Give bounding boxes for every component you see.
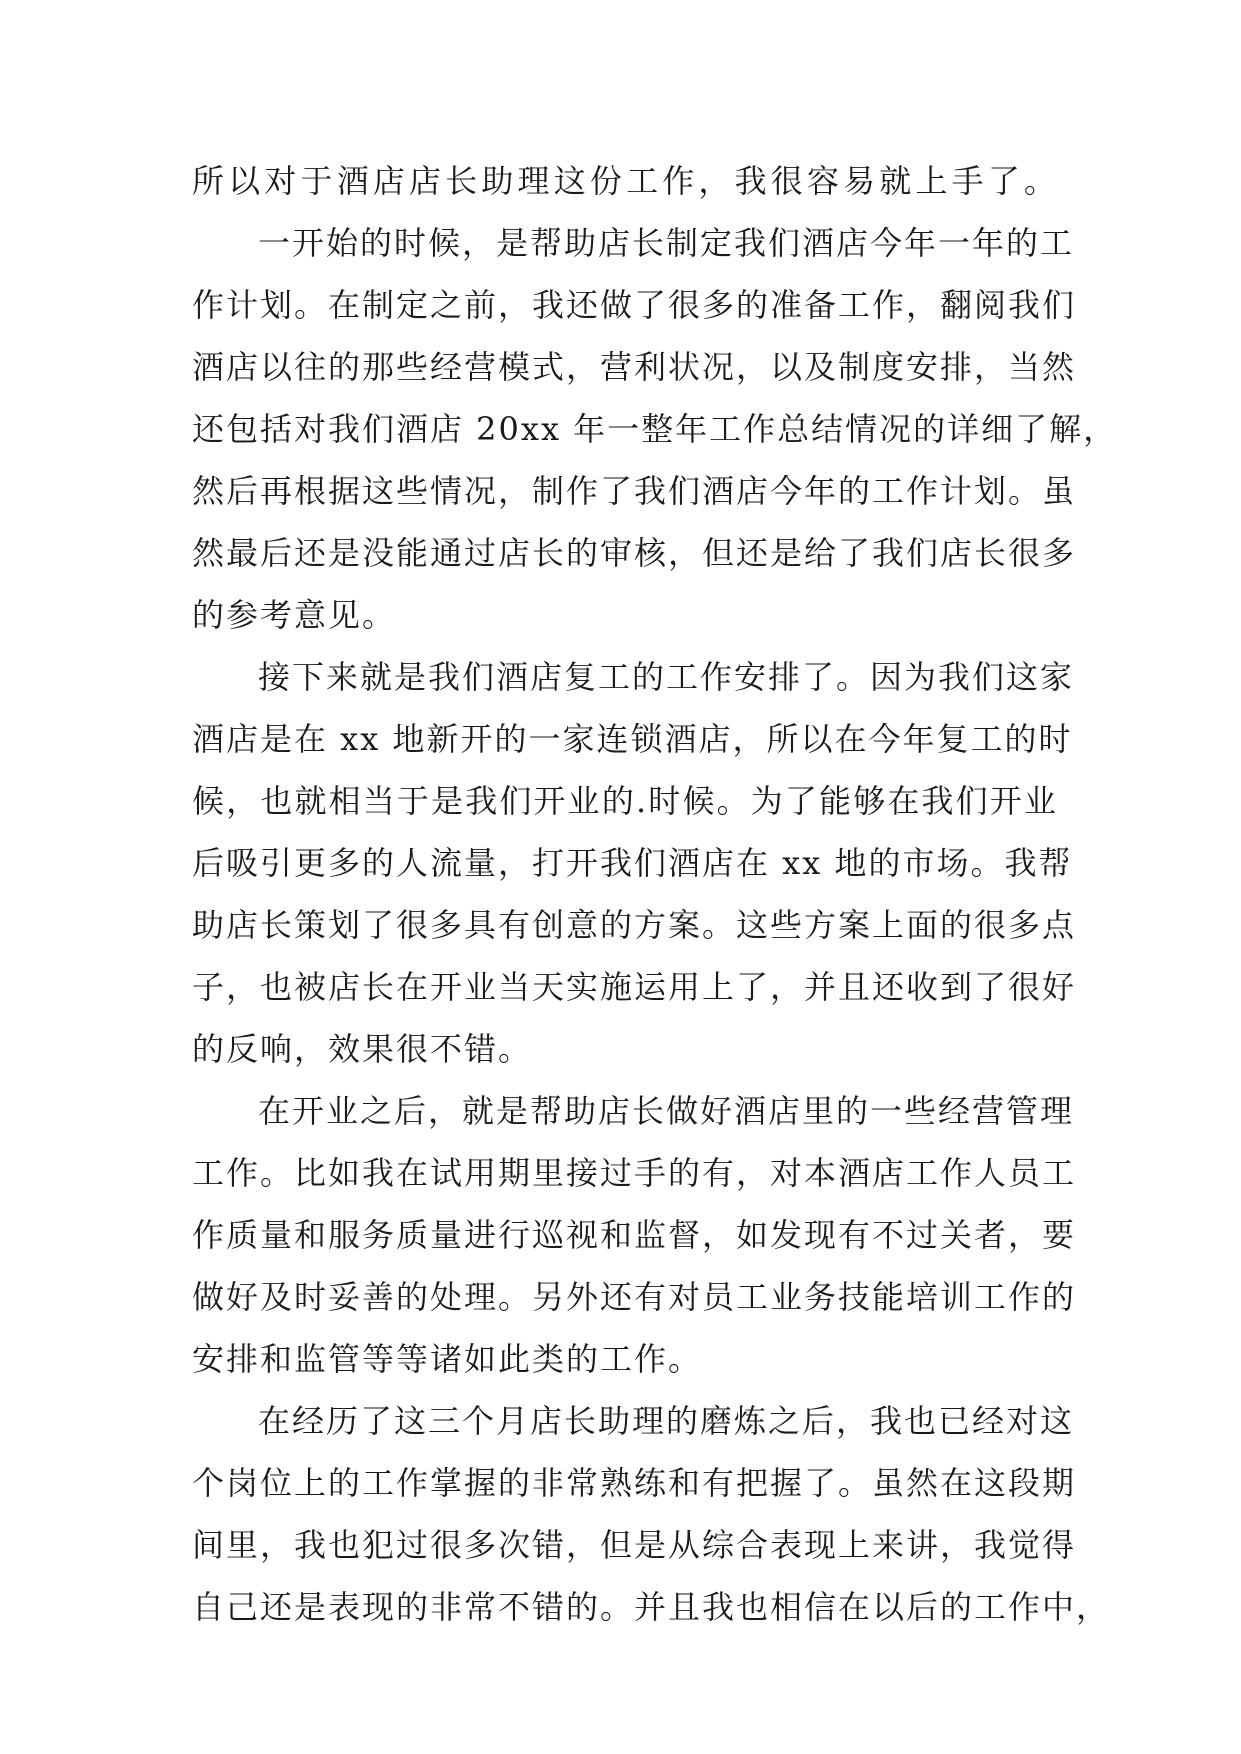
- text-line: 然后再根据这些情况，制作了我们酒店今年的工作计划。虽: [192, 472, 1077, 510]
- text-line: 还包括对我们酒店 20xx 年一整年工作总结情况的详细了解，: [192, 410, 1118, 448]
- text-line: 所以对于酒店店长助理这份工作，我很容易就上手了。: [192, 162, 1058, 200]
- text-line: 做好及时妥善的处理。另外还有对员工业务技能培训工作的: [192, 1278, 1077, 1316]
- text-line: 候，也就相当于是我们开业的.时候。为了能够在我们开业: [192, 782, 1058, 820]
- text-line: 自己还是表现的非常不错的。并且我也相信在以后的工作中，: [192, 1588, 1111, 1626]
- text-line: 作质量和服务质量进行巡视和监督，如发现有不过关者，要: [192, 1216, 1077, 1254]
- paragraph-last-line: 的反响，效果很不错。: [192, 1030, 533, 1068]
- text-line: 作计划。在制定之前，我还做了很多的准备工作，翻阅我们: [192, 286, 1077, 324]
- paragraph-first-line: 在经历了这三个月店长助理的磨炼之后，我也已经对这: [258, 1402, 1075, 1440]
- paragraph-last-line: 的参考意见。: [192, 596, 397, 634]
- paragraph-first-line: 在开业之后，就是帮助店长做好酒店里的一些经营管理: [258, 1092, 1075, 1130]
- text-line: 后吸引更多的人流量，打开我们酒店在 xx 地的市场。我帮: [192, 844, 1073, 882]
- text-line: 工作。比如我在试用期里接过手的有，对本酒店工作人员工: [192, 1154, 1077, 1192]
- text-line: 酒店是在 xx 地新开的一家连锁酒店，所以在今年复工的时: [192, 720, 1073, 758]
- text-line: 然最后还是没能通过店长的审核，但还是给了我们店长很多: [192, 534, 1077, 572]
- text-line: 子，也被店长在开业当天实施运用上了，并且还收到了很好: [192, 968, 1077, 1006]
- paragraph-first-line: 接下来就是我们酒店复工的工作安排了。因为我们这家: [258, 658, 1075, 696]
- paragraph-last-line: 安排和监管等等诸如此类的工作。: [192, 1340, 703, 1378]
- paragraph-first-line: 一开始的时候，是帮助店长制定我们酒店今年一年的工: [258, 224, 1075, 262]
- text-line: 助店长策划了很多具有创意的方案。这些方案上面的很多点: [192, 906, 1077, 944]
- text-line: 间里，我也犯过很多次错，但是从综合表现上来讲，我觉得: [192, 1526, 1077, 1564]
- text-line: 个岗位上的工作掌握的非常熟练和有把握了。虽然在这段期: [192, 1464, 1077, 1502]
- body-text: [192, 150, 1118, 1638]
- text-line: 酒店以往的那些经营模式，营利状况，以及制度安排，当然: [192, 348, 1077, 386]
